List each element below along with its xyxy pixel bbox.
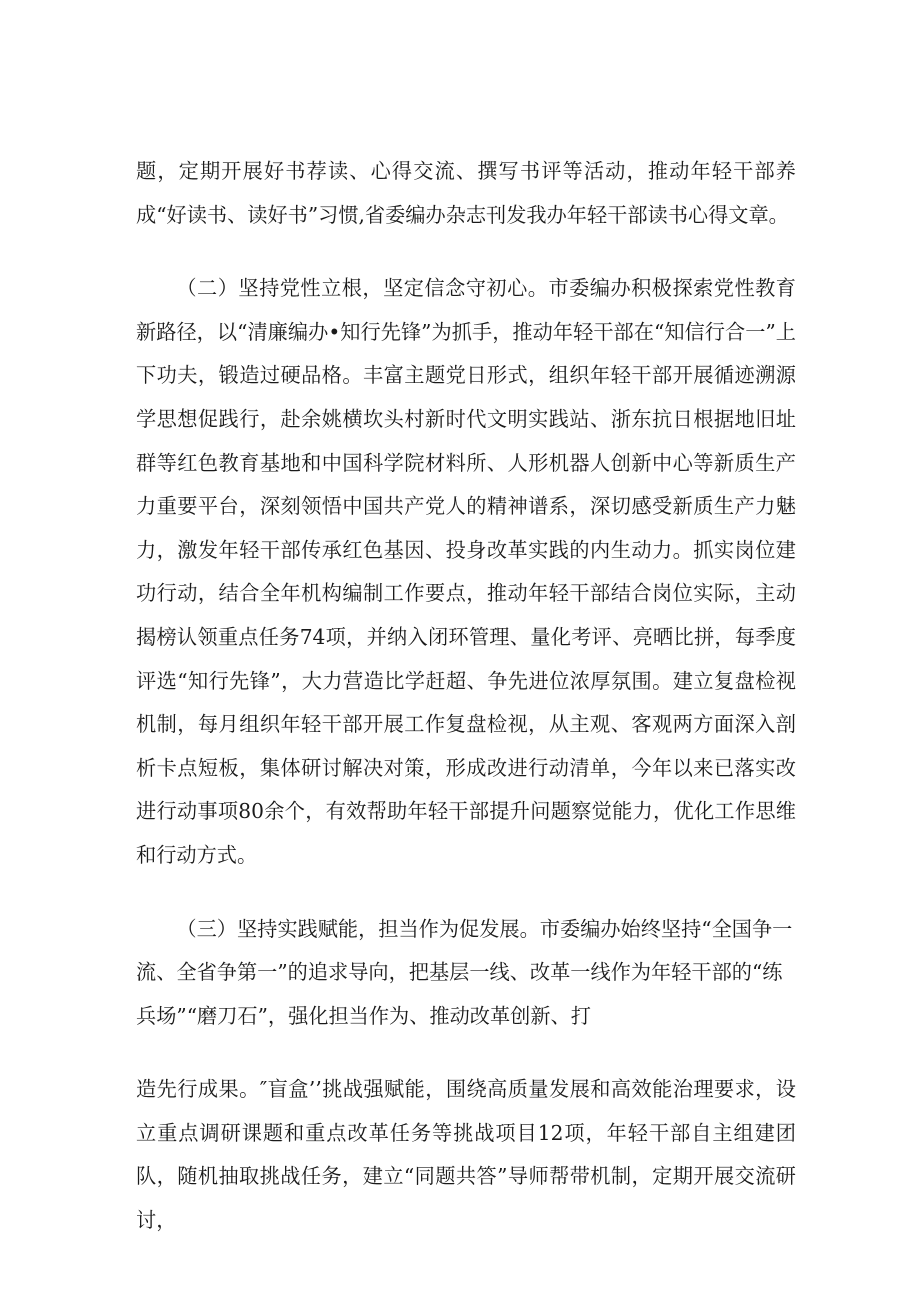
paragraph-blind-box-challenge: 造先行成果。″盲盒’’挑战强赋能，围绕高质量发展和高效能治理要求，设立重点调研课题和重点改革任务等挑战项目12项，年轻干部自主组建团队，随机抽取挑战任务，建立“同题共答”导师帮带机制，定期开展交流研讨， [136, 1077, 796, 1233]
paragraph-practice-empowerment: （三）坚持实践赋能，担当作为促发展。市委编办始终坚持“全国争一流、全省争第一”的追求导向，把基层一线、改革一线作为年轻干部的“练兵场”“磨刀石”，强化担当作为、推动改革创新、打 [136, 916, 793, 1028]
paragraph-reading-activities: 题，定期开展好书荐读、心得交流、撰写书评等活动，推动年轻干部养成“好读书、读好书”习惯,省委编办杂志刊发我办年轻干部读书心得文章。 [136, 159, 796, 227]
document-body [136, 150, 796, 1243]
paragraph-party-spirit: （二）坚持党性立根，坚定信念守初心。市委编办积极探索党性教育新路径，以“清廉编办•知行先锋”为抓手，推动年轻干部在“知信行合一”上下功夫，锻造过硬品格。丰富主题党日形式，组织年轻干部开展循迹溯源学思想促践行，赴余姚横坎头村新时代文明实践站、浙东抗日根据地旧址群等红色教育基地和中国科学院材料所、人形机器人创新中心等新质生产力重要平台，深刻领悟中国共产党人的精神谱系，深切感受新质生产力魅力，激发年轻干部传承红色基因、投身改革实践的内生动力。抓实岗位建功行动，结合全年机构编制工作要点，推动年轻干部结合岗位实际，主动揭榜认领重点任务74项，并纳入闭环管理、量化考评、亮晒比拼，每季度评选“知行先锋”，大力营造比学赶超、争先进位浓厚氛围。建立复盘检视机制，每月组织年轻干部开展工作复盘检视，从主观、客观两方面深入剖析卡点短板，集体研讨解决对策，形成改进行动清单，今年以来已落实改进行动事项80余个，有效帮助年轻干部提升问题察觉能力，优化工作思维和行动方式。 [136, 276, 796, 867]
